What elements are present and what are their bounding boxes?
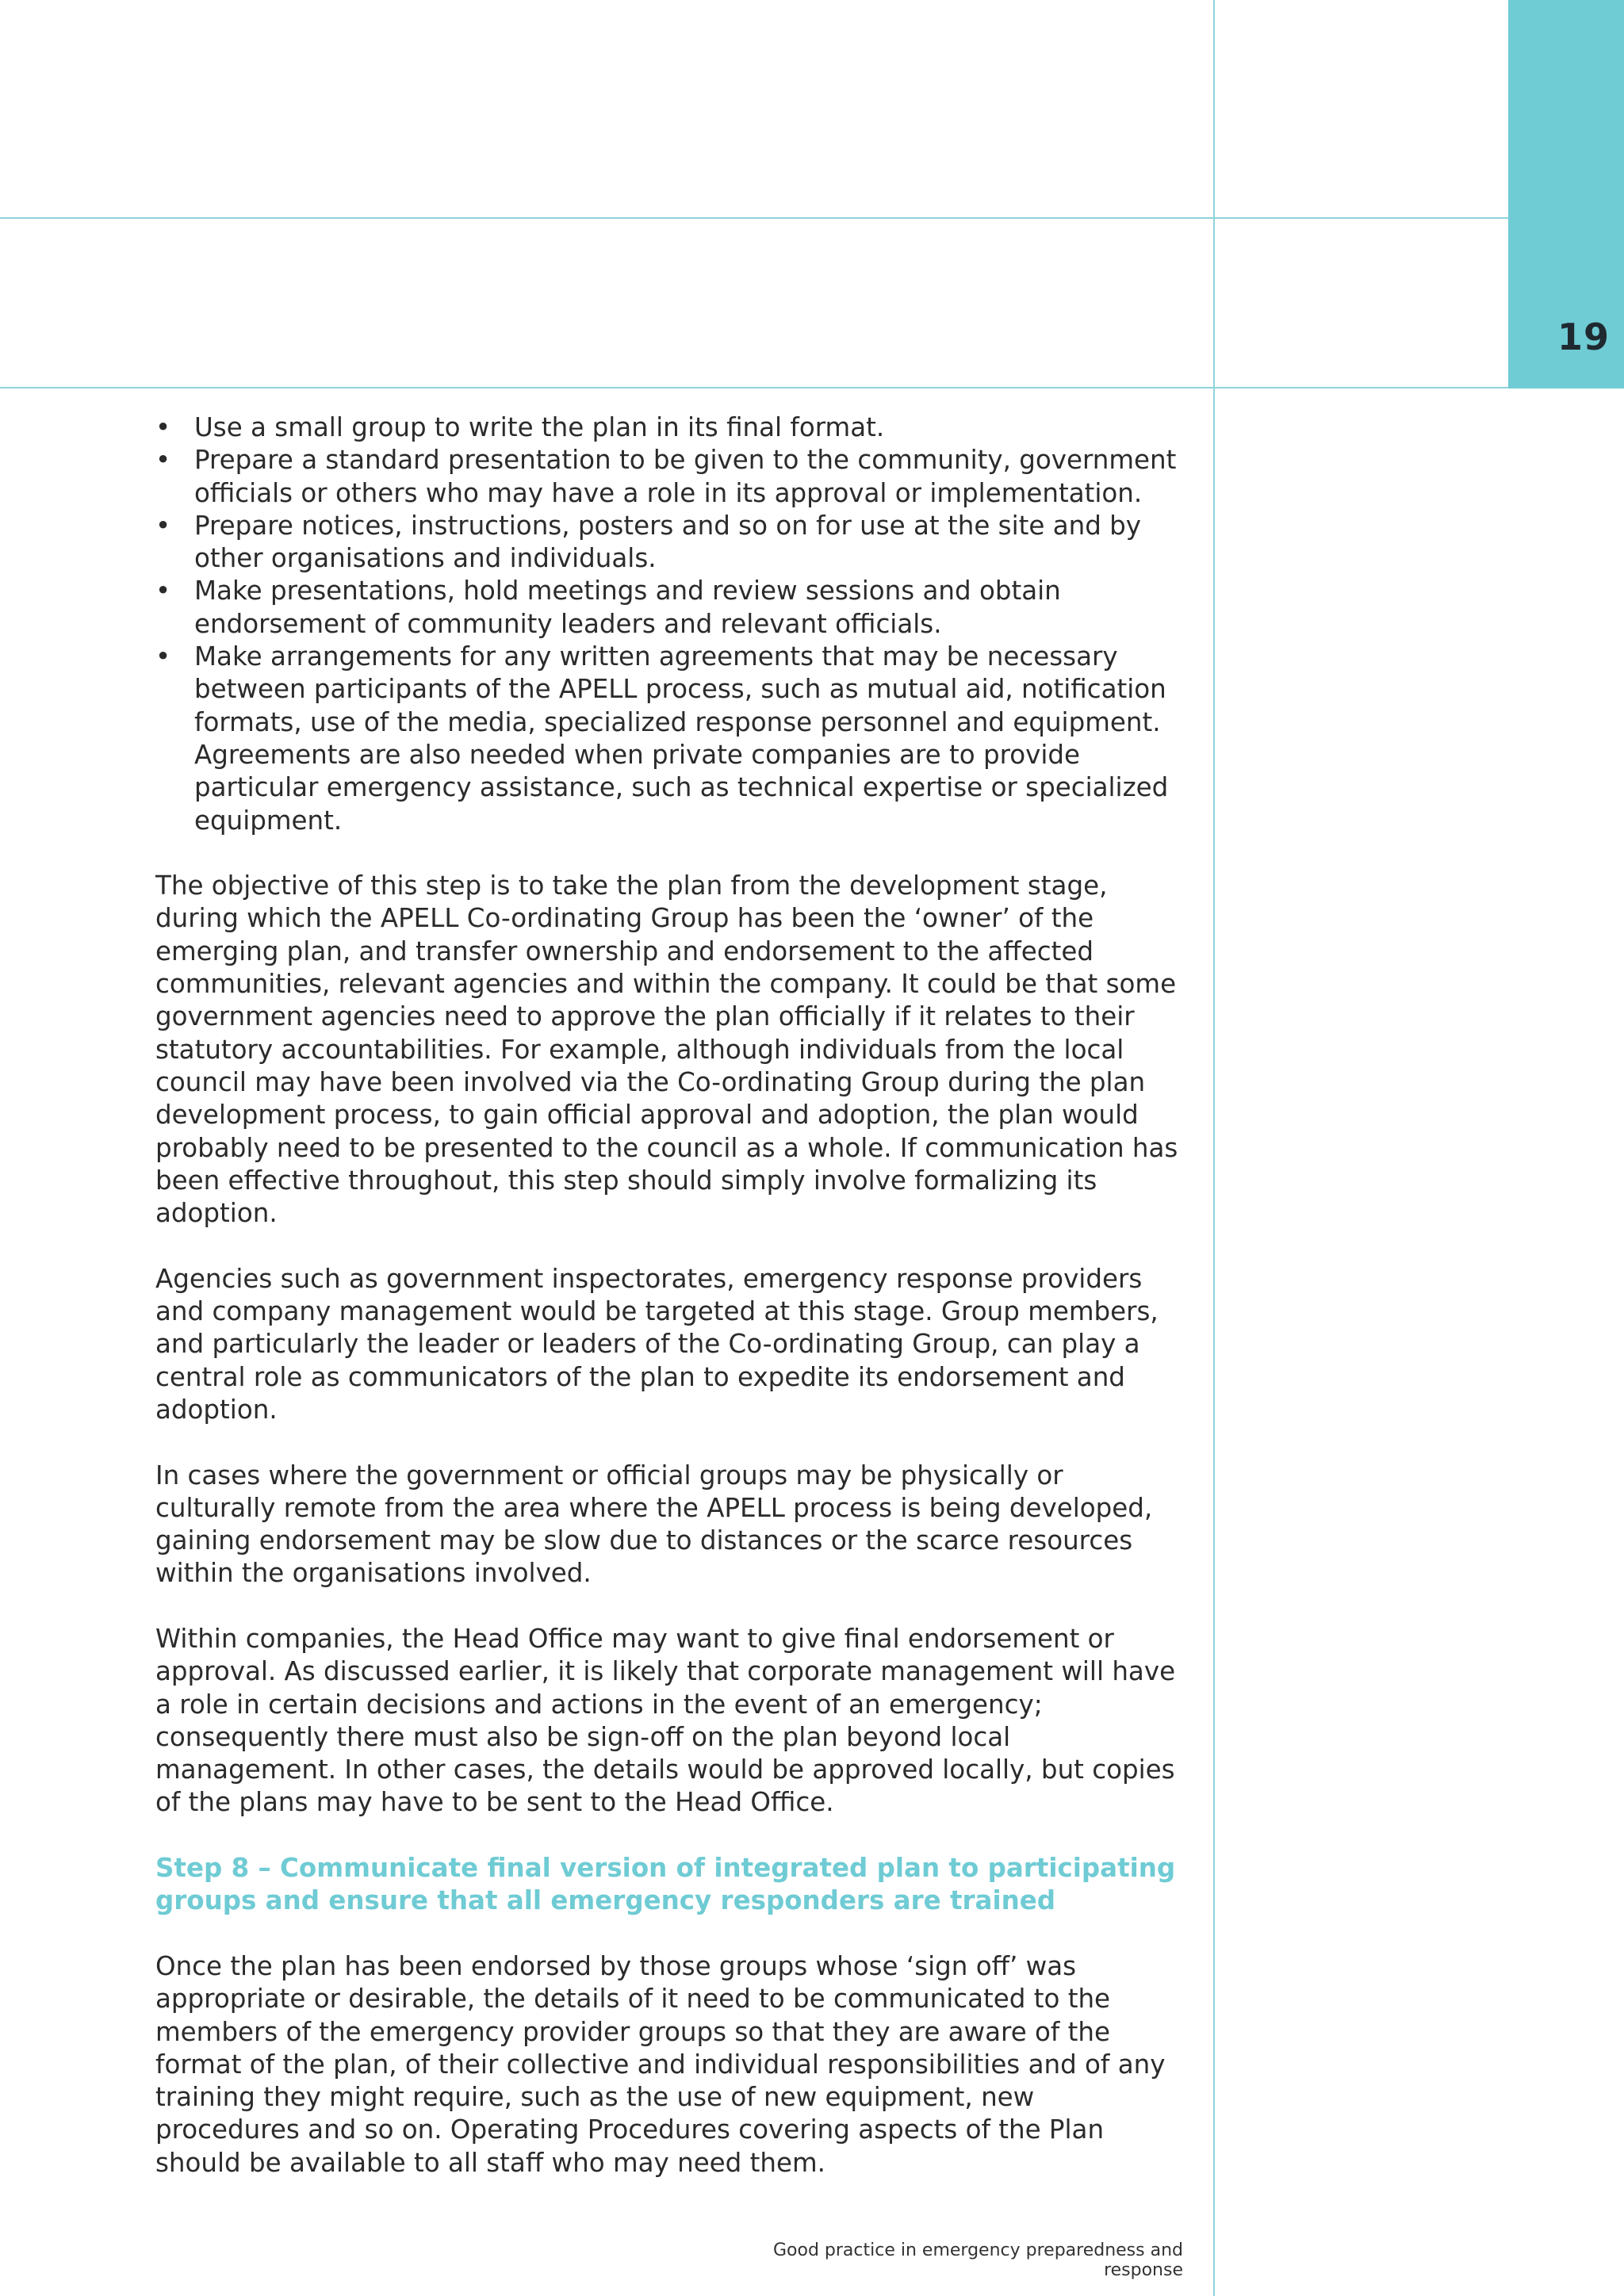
paragraph: The objective of this step is to take the plan from the development stage, during which the APELL Co-ordinating Group has been the ‘owner’ of the emerging plan, and transfer ownership and endorsement to the affected communities, relevant agencies and within the company. It could be that some government agencies need to approve the plan officially if it relates to their statutory accountabilities. For example, although individuals from the local council may have been involved via the Co-ordinating Group during the plan development process, to gain official approval and adoption, the plan would probably need to be presented to the council as a whole. If communication has been effective throughout, this step should simply involve formalizing its adoption. [155,871,1178,1229]
step-heading: Step 8 – Communicate final version of integrated plan to participating groups and ensure that all emergency responders are trained [155,1853,1176,1916]
list-item: • Use a small group to write the plan in its final format. [155,411,1186,444]
page-number: 19 [1557,316,1610,358]
list-item: • Prepare notices, instructions, posters and so on for use at the site and by other organisations and individuals. [155,510,1186,576]
list-item: • Prepare a standard presentation to be given to the community, government officials or others who may have a role in its approval or implementation. [155,444,1186,510]
bullet-list [155,411,1186,837]
header-rule [0,387,1508,388]
top-rule [0,217,1508,219]
paragraph: Agencies such as government inspectorates, emergency response providers and company management would be targeted at this stage. Group members, and particularly the leader or leaders of the Co-ordinating Group, can play a central role as communicators of the plan to expedite its endorsement and adoption. [155,1263,1159,1425]
paragraph: In cases where the government or official groups may be physically or culturally remote from the area where the APELL process is being developed, gaining endorsement may be slow due to distances or the scarce resources within the organisations involved. [155,1460,1153,1589]
main-content [155,411,1186,2179]
page-tab [1508,0,1624,388]
paragraph: Once the plan has been endorsed by those groups whose ‘sign off’ was appropriate or desirable, the details of it need to be communicated to the members of the emergency provider groups so that they are aware of the format of the plan, of their collective and individual responsibilities and of any training they might require, such as the use of new equipment, new procedures and so on. Operating Procedures covering aspects of the Plan should be available to all staff who may need them. [155,1950,1166,2178]
page-footer: Good practice in emergency preparedness and response [773,2241,1183,2280]
list-item: • Make presentations, hold meetings and review sessions and obtain endorsement of community leaders and relevant officials. [155,575,1186,641]
margin-rule [1213,0,1215,2296]
list-item: • Make arrangements for any written agreements that may be necessary between participants of the APELL process, such as mutual aid, notification formats, use of the media, specialized response personnel and equipment. Agreements are also needed when private companies are to provide particular emergency assistance, such as technical expertise or specialized equipment. [155,641,1186,837]
paragraph: Within companies, the Head Office may want to give final endorsement or approval. As discussed earlier, it is likely that corporate management will have a role in certain decisions and actions in the event of an emergency; consequently there must also be sign-off on the plan beyond local management. In other cases, the details would be approved locally, but copies of the plans may have to be sent to the Head Office. [155,1623,1176,1818]
